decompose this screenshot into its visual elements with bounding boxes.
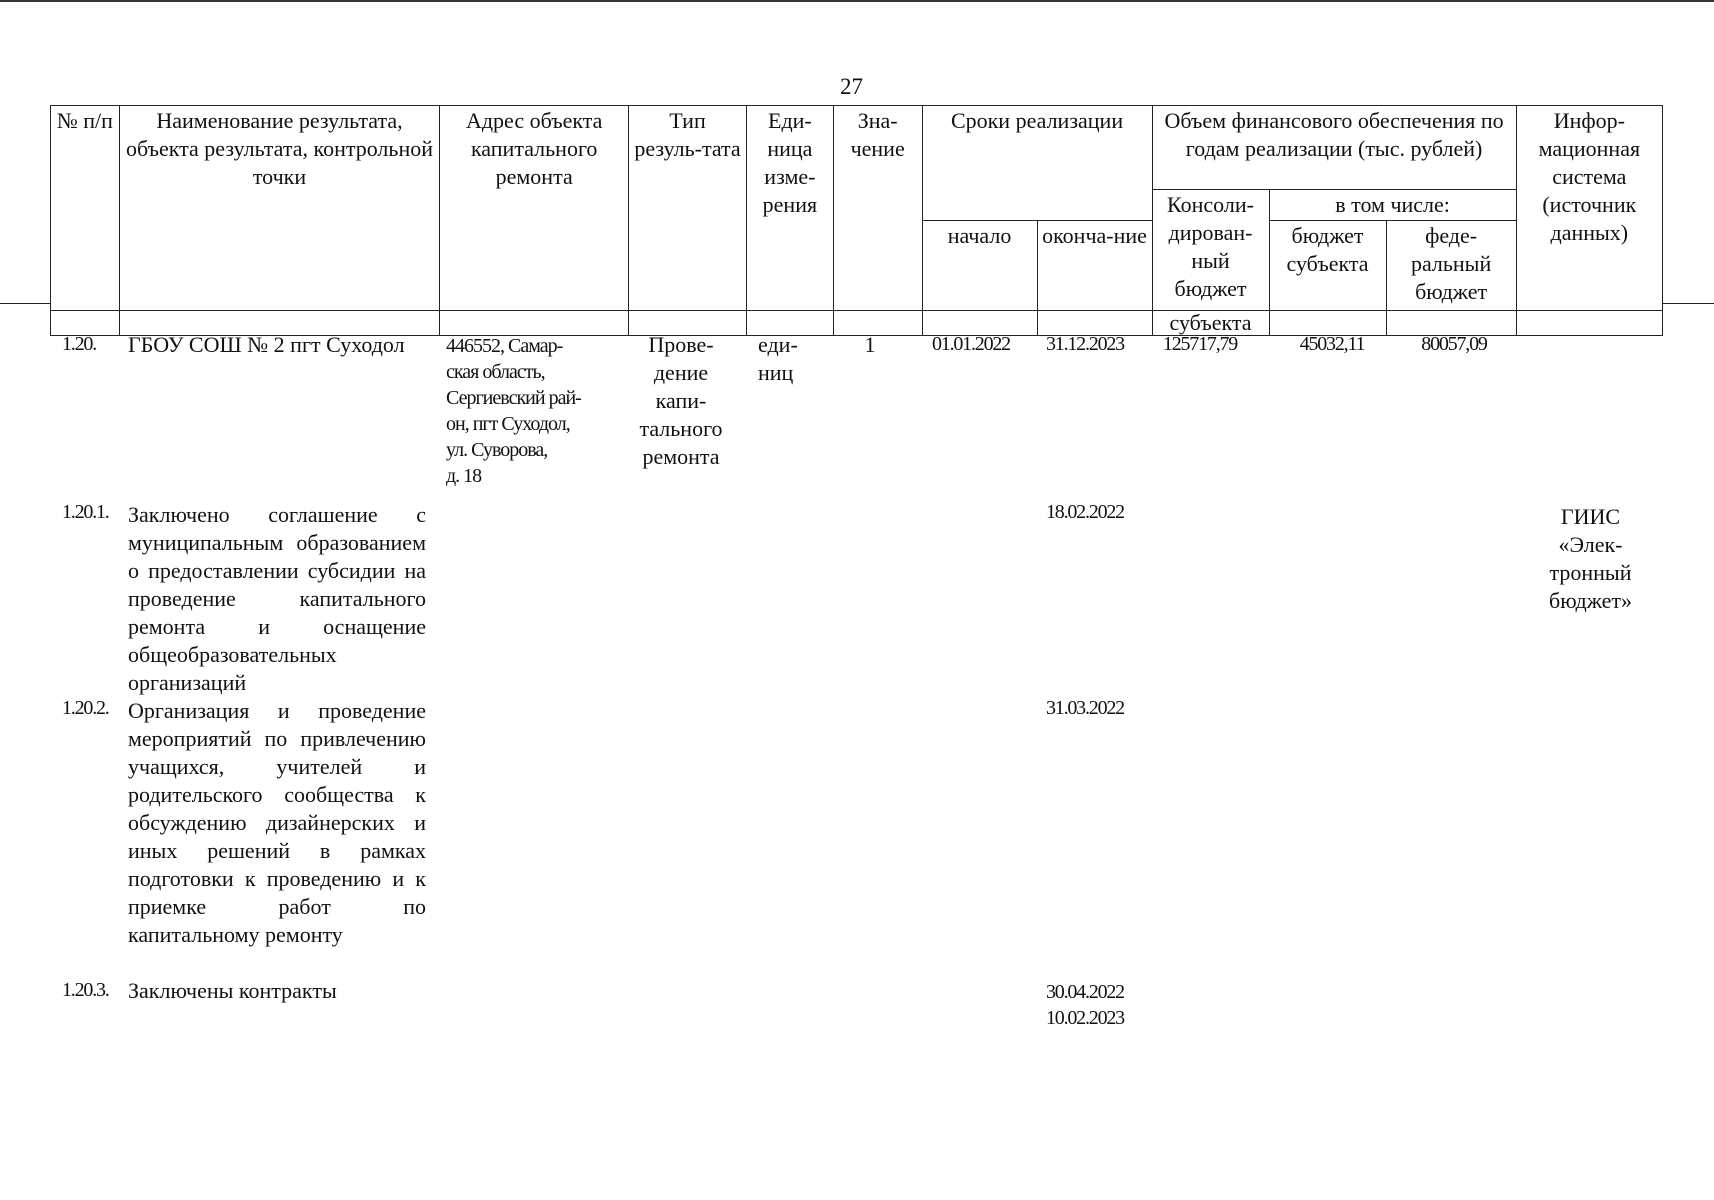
header-table [50,105,1663,336]
header-foot-cell [1037,311,1152,336]
header-including: в том числе: [1269,190,1516,221]
row-end-date: 30.04.2022 10.02.2023 [1045,981,1124,1029]
row-consolidated: 125717,79 [1162,333,1238,355]
header-subject-budget: бюджет субъекта [1269,221,1386,311]
row-end-date: 18.02.2022 [1045,501,1124,523]
header-info-system: Инфор-мационная система (источник данных) [1516,106,1662,311]
header-unit: Еди-ница изме-рения [747,106,834,311]
header-value: Зна-чение [833,106,922,311]
header-foot-cell [922,311,1037,336]
row-info-system: ГИИС «Элек- тронный бюджет» [1549,504,1632,613]
header-foot-cell [1516,311,1662,336]
header-name: Наименование результата, объекта результата, контрольной точки [119,106,440,311]
row-federal-budget: 80057,09 [1421,333,1487,355]
header-foot-cell [1269,311,1386,336]
header-foot-cell [440,311,629,336]
row-end-date: 31.12.2023 [1045,333,1124,355]
scan-line-right [1663,303,1714,304]
header-address: Адрес объекта капитального ремонта [440,106,629,311]
row-number: 1.20.3. [62,979,109,1001]
row-name: Организация и проведение мероприятий по привлечению учащихся, учителей и родительского сообщества к обсуждению дизайнерских и иных решений в рамках подготовки к проведению и к приемке работ по капитальному ремонту [128,698,426,947]
header-consolidated-tail: субъекта [1152,311,1269,336]
row-end-date: 31.03.2022 [1045,697,1124,719]
row-name: Заключено соглашение с муниципальным образованием о предоставлении субсидии на проведение капитального ремонта и оснащение общеобразовательных организаций [128,502,426,695]
row-number: 1.20.1. [62,501,109,523]
header-consolidated: Консоли-дирован-ный бюджет [1152,190,1269,311]
row-subject-budget: 45032,11 [1299,333,1365,355]
row-value: 1 [864,332,876,357]
row-result-type: Прове- дение капи- тального ремонта [639,332,723,469]
header-federal-budget: феде-ральный бюджет [1386,221,1516,311]
header-finance: Объем финансового обеспечения по годам реализации (тыс. рублей) [1152,106,1516,190]
row-start-date: 01.01.2022 [931,333,1010,355]
header-start: начало [922,221,1037,311]
header-type: Тип резуль-тата [629,106,747,311]
row-number: 1.20.2. [62,697,109,719]
scan-line-left [0,303,50,304]
row-name: Заключены контракты [128,978,337,1003]
header-terms: Сроки реализации [922,106,1152,221]
header-end: оконча-ние [1037,221,1152,311]
row-address: 446552, Самар- ская область, Сергиевский рай- он, пгт Суходол, ул. Суворова, д. 18 [446,335,581,487]
row-name: ГБОУ СОШ № 2 пгт Суходол [128,332,405,357]
page-number: 27 [840,74,863,99]
row-unit: еди- ниц [758,332,798,385]
header-foot-cell [51,311,120,336]
header-num: № п/п [51,106,120,311]
row-number: 1.20. [62,333,97,355]
scan-top-edge [0,0,1714,2]
header-foot-cell [1386,311,1516,336]
